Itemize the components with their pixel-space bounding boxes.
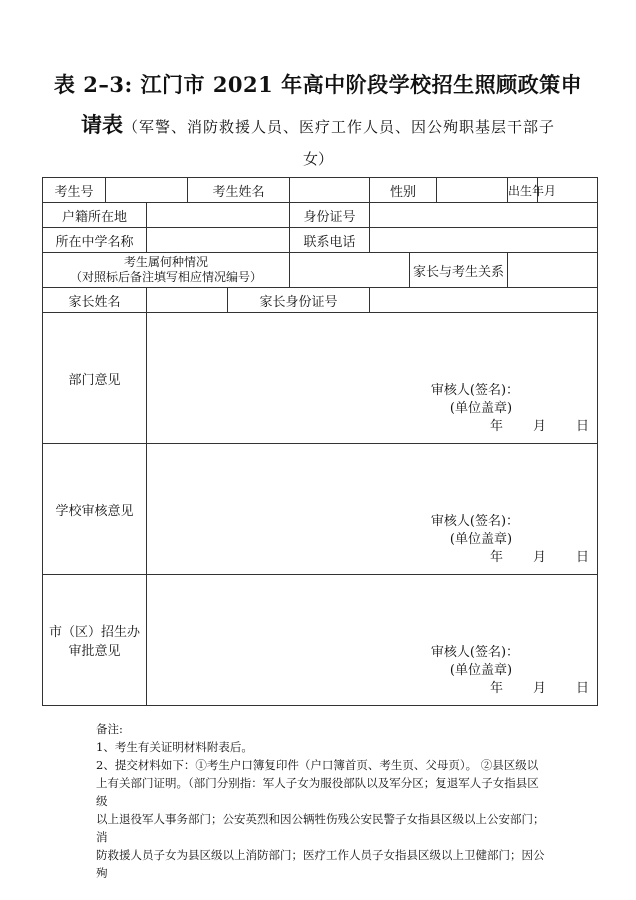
- label-birth-date: 出生年月: [508, 178, 538, 203]
- label-admission-office-opinion: [43, 575, 147, 706]
- month-label: 月: [533, 550, 547, 565]
- seal-label: (单位盖章): [449, 401, 513, 416]
- field-phone[interactable]: [370, 228, 598, 253]
- note-item-2-line2: 上有关部门证明。（部门分别指：军人子女为服役部队以及军分区；复退军人子女指县区级: [96, 776, 539, 808]
- label-parent-name: 家长姓名: [43, 288, 147, 313]
- seal-label: (单位盖章): [449, 532, 513, 547]
- signature-block-school: [147, 444, 597, 574]
- date-label: [460, 677, 589, 696]
- department-opinion-line1: 部门意见: [68, 372, 121, 388]
- reviewer-signature-label: 审核人(签名)：: [430, 645, 520, 660]
- situation-line1: 考生属何种情况: [124, 255, 209, 269]
- field-id-number[interactable]: [370, 203, 598, 228]
- note-item-2-line3: 以上退役军人事务部门；公安英烈和因公辆牲伤残公安民警子女指县区级以上公安部门；消: [96, 812, 545, 844]
- year-label: 年: [489, 550, 503, 565]
- reviewer-signature-label: 审核人(签名)：: [430, 383, 520, 398]
- date-label: [460, 546, 589, 565]
- document-title: 表 2–3: 江门市 2021 年高中阶段学校招生照顾政策申: [53, 72, 583, 97]
- document-title-sub: （军警、消防救援人员、医疗工作人员、因公殉职基层干部子: [122, 118, 555, 136]
- year-label: 年: [489, 419, 503, 434]
- document-title-line2: [40, 110, 596, 142]
- field-household-location[interactable]: [147, 203, 290, 228]
- day-label: 日: [576, 419, 590, 434]
- field-student-name[interactable]: [290, 178, 370, 203]
- day-label: 日: [576, 681, 590, 696]
- title-block: [40, 70, 596, 170]
- field-department-opinion[interactable]: [147, 313, 598, 444]
- field-school-name[interactable]: [147, 228, 290, 253]
- field-gender[interactable]: [437, 178, 508, 203]
- admission-office-line2: 审批意见: [68, 644, 121, 659]
- year-label: 年: [489, 681, 503, 696]
- field-student-situation[interactable]: [290, 253, 410, 288]
- label-student-name: 考生姓名: [188, 178, 290, 203]
- label-school-name: 所在中学名称: [43, 228, 147, 253]
- label-parent-id: 家长身份证号: [228, 288, 370, 313]
- admission-office-line1: 市（区）招生办: [48, 625, 140, 640]
- seal-label: (单位盖章): [449, 663, 513, 678]
- note-item-2-line1: 2、提交材料如下：①考生户口簿复印件（户口簿首页、考生页、父母页）。 ②县区级以: [96, 758, 539, 772]
- day-label: 日: [576, 550, 590, 565]
- date-label: [460, 415, 589, 434]
- signature-block-office: [147, 575, 597, 705]
- note-item-1: 1、考生有关证明材料附表后。: [96, 740, 253, 754]
- field-exam-number[interactable]: [106, 178, 188, 203]
- field-parent-name[interactable]: [147, 288, 228, 313]
- field-school-review-opinion[interactable]: [147, 444, 598, 575]
- document-title-line3: 女）: [302, 150, 333, 168]
- label-parent-relation: 家长与考生关系: [410, 253, 508, 288]
- note-item-2-line4: 防救援人员子女为县区级以上消防部门；医疗工作人员子女指县区级以上卫健部门；因公殉: [96, 848, 545, 880]
- school-review-line1: 学校审核意见: [55, 503, 134, 519]
- label-phone: 联系电话: [290, 228, 370, 253]
- month-label: 月: [533, 419, 547, 434]
- field-parent-relation[interactable]: [508, 253, 598, 288]
- label-gender: 性别: [370, 178, 437, 203]
- reviewer-signature-label: 审核人(签名)：: [430, 514, 520, 529]
- notes-section: [96, 720, 546, 882]
- field-admission-office-opinion[interactable]: [147, 575, 598, 706]
- label-exam-number: 考生号: [43, 178, 106, 203]
- notes-heading: 备注:: [96, 722, 123, 736]
- signature-block-department: [147, 313, 597, 443]
- document-title-main: 请表: [80, 112, 123, 137]
- situation-line2: （对照标后备注填写相应情况编号）: [70, 270, 263, 284]
- label-id-number: 身份证号: [290, 203, 370, 228]
- label-department-opinion: [43, 313, 147, 444]
- field-parent-id[interactable]: [370, 288, 598, 313]
- application-form: [42, 177, 598, 706]
- label-household-location: 户籍所在地: [43, 203, 147, 228]
- month-label: 月: [533, 681, 547, 696]
- label-student-situation: [43, 253, 290, 288]
- label-school-review-opinion: [43, 444, 147, 575]
